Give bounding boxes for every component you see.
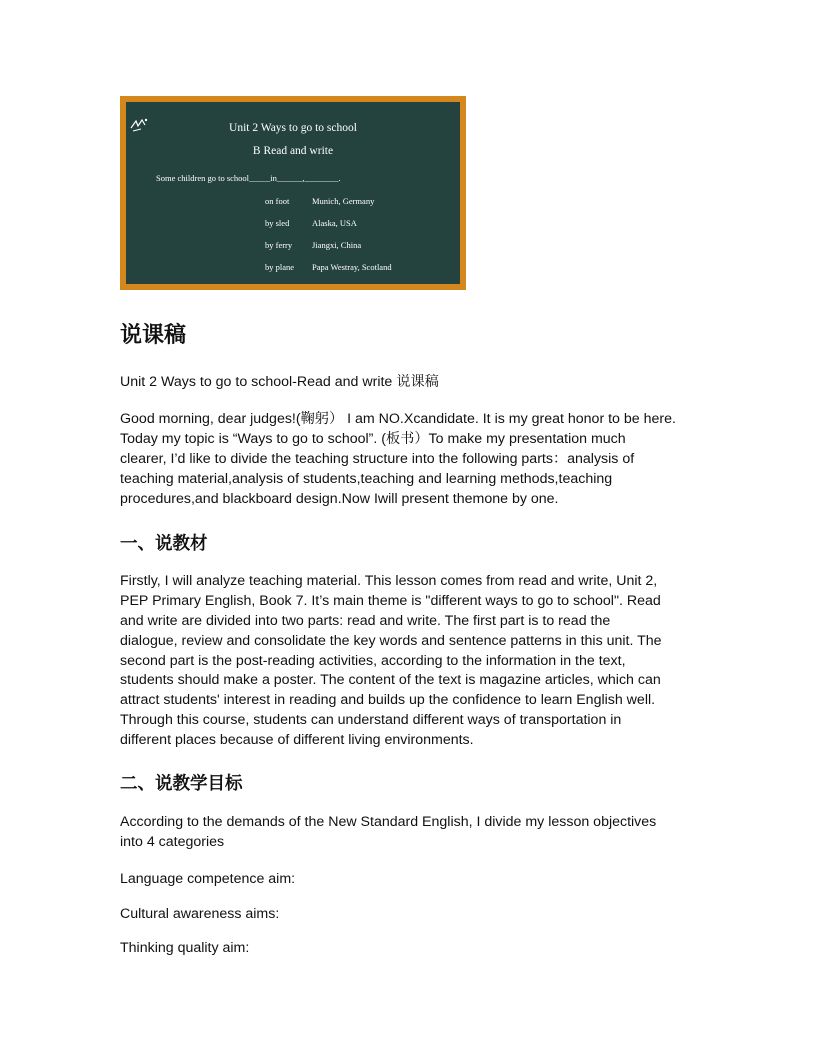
intro-line: procedures,and blackboard design.Now Iwill present themone by one. <box>120 491 559 507</box>
section1-line: students should make a poster. The content of the text is magazine articles, which can <box>120 672 661 688</box>
intro-line: Good morning, dear judges!(鞠躬） I am NO.Xcandidate. It is my great honor to be here. <box>120 411 676 427</box>
transport-mode: by plane <box>265 262 295 272</box>
transport-place: Jiangxi, China <box>312 240 362 250</box>
blackboard-row <box>265 240 361 250</box>
section-heading-objectives: 二、说教学目标 <box>120 774 243 794</box>
aim-language: Language competence aim: <box>120 871 296 887</box>
section1-line: second part is the post-reading activities, according to the information in the text, <box>120 653 626 669</box>
section2-line: into 4 categories <box>120 834 225 850</box>
subtitle-line: Unit 2 Ways to go to school-Read and write 说课稿 <box>120 374 439 390</box>
transport-place: Munich, Germany <box>312 196 375 206</box>
aim-thinking: Thinking quality aim: <box>120 940 250 956</box>
blackboard-image <box>120 96 466 290</box>
blackboard-subtitle: B Read and write <box>252 145 334 157</box>
intro-line: clearer, I’d like to divide the teaching structure into the following parts：analysis of <box>120 451 635 467</box>
blackboard-row <box>265 262 392 272</box>
intro-line: teaching material,analysis of students,teaching and learning methods,teaching <box>120 471 613 487</box>
blackboard-row <box>265 196 374 206</box>
blackboard-surface <box>126 102 460 284</box>
transport-mode: by sled <box>265 218 290 228</box>
section1-line: PEP Primary English, Book 7. It’s main theme is "different ways to go to school". Read <box>120 593 661 609</box>
intro-line: Today my topic is “Ways to go to school”. (板书）To make my presentation much <box>120 431 626 447</box>
section1-line: Through this course, students can understand different ways of transportation in <box>120 712 622 728</box>
aim-cultural: Cultural awareness aims: <box>120 906 280 922</box>
section1-line: and write are divided into two parts: read and write. The first part is to read the <box>120 613 611 629</box>
document-title: 说课稿 <box>120 323 187 348</box>
blackboard-sentence: Some children go to school_____in______,________. <box>156 173 341 183</box>
section-heading-materials: 一、说教材 <box>120 534 208 554</box>
transport-place: Alaska, USA <box>312 218 357 228</box>
section1-line: attract students' interest in reading and builds up the confidence to learn English well. <box>120 692 656 708</box>
section1-line: different places because of different living environments. <box>120 732 474 748</box>
transport-mode: on foot <box>265 196 290 206</box>
blackboard-row <box>265 218 357 228</box>
transport-mode: by ferry <box>265 240 293 250</box>
section1-line: Firstly, I will analyze teaching material. This lesson comes from read and write, Unit 2, <box>120 573 658 589</box>
transport-place: Papa Westray, Scotland <box>312 262 392 272</box>
section2-line: According to the demands of the New Standard English, I divide my lesson objectives <box>120 814 657 830</box>
blackboard-title: Unit 2 Ways to go to school <box>229 122 357 134</box>
section1-line: dialogue, review and consolidate the key words and sentence patterns in this unit. The <box>120 633 662 649</box>
